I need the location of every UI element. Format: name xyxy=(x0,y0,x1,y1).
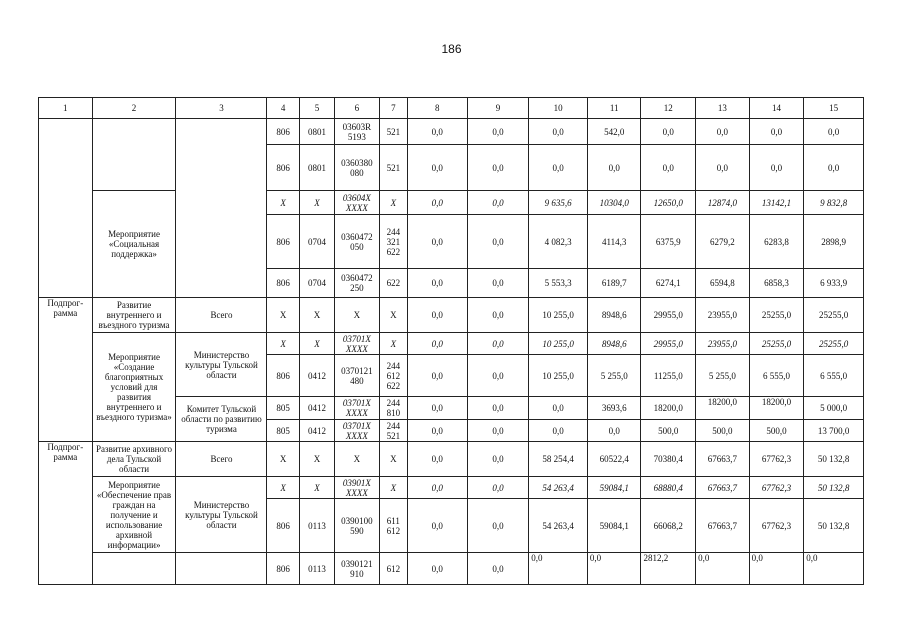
table-cell: 9 635,6 xyxy=(529,191,588,215)
table-row xyxy=(39,553,864,585)
table-cell: 0,0 xyxy=(467,442,529,477)
table-cell: X xyxy=(299,442,334,477)
table-cell: 0704 xyxy=(299,215,334,269)
table-cell: 0,0 xyxy=(407,442,467,477)
table-row xyxy=(39,442,864,477)
table-cell: 0,0 xyxy=(407,397,467,420)
empty-cell xyxy=(39,119,93,298)
table-cell: 29955,0 xyxy=(641,333,696,355)
header-cell: 6 xyxy=(335,98,379,119)
table-cell: 612 xyxy=(379,553,407,585)
table-cell: 0,0 xyxy=(749,145,804,191)
table-cell: 0,0 xyxy=(467,397,529,420)
table-cell: 0,0 xyxy=(696,145,750,191)
table-cell: 244 521 xyxy=(379,420,407,442)
table-cell: X xyxy=(379,191,407,215)
table-cell: 25255,0 xyxy=(749,298,804,333)
table-cell: 67663,7 xyxy=(696,442,750,477)
header-cell: 5 xyxy=(299,98,334,119)
ministry-label: Министерство культуры Тульской области xyxy=(176,477,267,553)
header-cell: 12 xyxy=(641,98,696,119)
table-cell: X xyxy=(379,298,407,333)
table-cell: 0,0 xyxy=(407,477,467,499)
table-cell: 806 xyxy=(267,355,299,397)
table-cell: 0360472 050 xyxy=(335,215,379,269)
table-cell: 2812,2 xyxy=(641,553,696,585)
table-cell: 0,0 xyxy=(467,145,529,191)
table-cell: 0,0 xyxy=(407,553,467,585)
table-cell: 50 132,8 xyxy=(804,477,864,499)
table-cell: 25255,0 xyxy=(749,333,804,355)
table-cell: 806 xyxy=(267,269,299,298)
table-cell: 12874,0 xyxy=(696,191,750,215)
table-cell: 542,0 xyxy=(587,119,641,145)
table-cell: 806 xyxy=(267,119,299,145)
header-cell: 1 xyxy=(39,98,93,119)
table-cell: 0,0 xyxy=(529,397,588,420)
table-cell: 25255,0 xyxy=(804,333,864,355)
table-cell: 11255,0 xyxy=(641,355,696,397)
table-cell: 0,0 xyxy=(407,420,467,442)
table-cell: 13142,1 xyxy=(749,191,804,215)
table-cell: 25255,0 xyxy=(804,298,864,333)
header-cell: 11 xyxy=(587,98,641,119)
table-cell: 6375,9 xyxy=(641,215,696,269)
table-cell: 10 255,0 xyxy=(529,298,588,333)
table-row xyxy=(39,119,864,145)
table-cell: 0,0 xyxy=(804,145,864,191)
table-row xyxy=(39,298,864,333)
table-cell: 18200,0 xyxy=(749,397,804,420)
table-cell: 29955,0 xyxy=(641,298,696,333)
table-cell: 0801 xyxy=(299,119,334,145)
table-cell: 5 553,3 xyxy=(529,269,588,298)
table-cell: 806 xyxy=(267,499,299,553)
table-cell: 03701X XXXX xyxy=(335,397,379,420)
table-cell: 0,0 xyxy=(407,298,467,333)
table-cell: 0,0 xyxy=(641,145,696,191)
table-cell: X xyxy=(267,477,299,499)
ministry-label: Министерство культуры Тульской области xyxy=(176,333,267,397)
subprogram-label: Подпрог-рамма xyxy=(39,442,93,585)
table-cell: 58 254,4 xyxy=(529,442,588,477)
table-cell: 6279,2 xyxy=(696,215,750,269)
table-cell: 5 000,0 xyxy=(804,397,864,420)
table-cell: X xyxy=(299,298,334,333)
table-cell: 03604X XXXX xyxy=(335,191,379,215)
table-cell: 0412 xyxy=(299,355,334,397)
table-cell: 0113 xyxy=(299,553,334,585)
table-cell: 500,0 xyxy=(749,420,804,442)
table-cell: 0,0 xyxy=(407,269,467,298)
table-cell: 244 810 xyxy=(379,397,407,420)
table-cell: 6283,8 xyxy=(749,215,804,269)
table-cell: 66068,2 xyxy=(641,499,696,553)
table-cell: 806 xyxy=(267,215,299,269)
table-cell: 0,0 xyxy=(641,119,696,145)
table-cell: 67762,3 xyxy=(749,442,804,477)
table-cell: 0,0 xyxy=(467,499,529,553)
table-cell: 0,0 xyxy=(407,499,467,553)
table-cell: 6858,3 xyxy=(749,269,804,298)
table-cell: 0,0 xyxy=(407,145,467,191)
table-cell: 4114,3 xyxy=(587,215,641,269)
table-cell: 521 xyxy=(379,145,407,191)
table-cell: 805 xyxy=(267,420,299,442)
table-cell: 18200,0 xyxy=(696,397,750,420)
header-cell: 9 xyxy=(467,98,529,119)
header-cell: 4 xyxy=(267,98,299,119)
table-cell: 8948,6 xyxy=(587,298,641,333)
table-cell: 50 132,8 xyxy=(804,442,864,477)
table-cell: 0412 xyxy=(299,420,334,442)
table-cell: 6274,1 xyxy=(641,269,696,298)
table-cell: X xyxy=(299,191,334,215)
table-cell: 0360380 080 xyxy=(335,145,379,191)
table-cell: 0,0 xyxy=(467,298,529,333)
table-cell: 244 612 622 xyxy=(379,355,407,397)
table-cell: 806 xyxy=(267,553,299,585)
table-cell: 12650,0 xyxy=(641,191,696,215)
table-cell: 13 700,0 xyxy=(804,420,864,442)
table-cell: 0,0 xyxy=(467,333,529,355)
table-cell: 0360472 250 xyxy=(335,269,379,298)
table-cell: X xyxy=(267,298,299,333)
table-cell: 6 555,0 xyxy=(804,355,864,397)
table-cell: X xyxy=(299,477,334,499)
table-cell: X xyxy=(299,333,334,355)
table-cell: 59084,1 xyxy=(587,477,641,499)
table-cell: 6594,8 xyxy=(696,269,750,298)
table-cell: 0,0 xyxy=(529,420,588,442)
table-cell: 0,0 xyxy=(749,553,804,585)
table-cell: 9 832,8 xyxy=(804,191,864,215)
table-cell: 244 321 622 xyxy=(379,215,407,269)
table-cell: X xyxy=(267,191,299,215)
table-cell: 5 255,0 xyxy=(587,355,641,397)
table-cell: 0,0 xyxy=(467,477,529,499)
social-support-label: Мероприятие «Социальная поддержка» xyxy=(92,191,176,298)
table-cell: X xyxy=(379,333,407,355)
budget-table xyxy=(38,97,864,585)
table-cell: 0,0 xyxy=(407,355,467,397)
table-cell: 0370121 480 xyxy=(335,355,379,397)
table-cell: 0,0 xyxy=(467,119,529,145)
table-cell: 2898,9 xyxy=(804,215,864,269)
table-cell: 0,0 xyxy=(467,191,529,215)
table-cell: 0,0 xyxy=(467,269,529,298)
header-cell: 13 xyxy=(696,98,750,119)
table-cell: 0,0 xyxy=(529,119,588,145)
table-cell: X xyxy=(335,442,379,477)
table-cell: X xyxy=(379,477,407,499)
table-cell: 0,0 xyxy=(407,333,467,355)
table-cell: 0,0 xyxy=(407,215,467,269)
table-cell: 0,0 xyxy=(467,355,529,397)
total-label: Всего xyxy=(176,442,267,477)
subprogram-name: Развитие архивного дела Тульской области xyxy=(92,442,176,477)
header-cell: 15 xyxy=(804,98,864,119)
table-cell: X xyxy=(335,298,379,333)
table-cell: 54 263,4 xyxy=(529,477,588,499)
table-cell: 0,0 xyxy=(696,553,750,585)
table-cell: 0,0 xyxy=(407,191,467,215)
subprogram-name: Развитие внутреннего и въездного туризма xyxy=(92,298,176,333)
table-cell: 0,0 xyxy=(587,420,641,442)
table-cell: 0,0 xyxy=(407,119,467,145)
table-cell: 70380,4 xyxy=(641,442,696,477)
table-cell: 03701X XXXX xyxy=(335,420,379,442)
table-cell: 0390100 590 xyxy=(335,499,379,553)
table-cell: 18200,0 xyxy=(641,397,696,420)
table-cell: X xyxy=(379,442,407,477)
table-cell: 0,0 xyxy=(587,553,641,585)
table-cell: X xyxy=(267,333,299,355)
table-cell: 03701X XXXX xyxy=(335,333,379,355)
table-cell: 23955,0 xyxy=(696,333,750,355)
table-cell: 0412 xyxy=(299,397,334,420)
table-row xyxy=(39,191,864,215)
table-cell: 0390121 910 xyxy=(335,553,379,585)
table-cell: 6 933,9 xyxy=(804,269,864,298)
table-cell: 50 132,8 xyxy=(804,499,864,553)
table-cell: 10 255,0 xyxy=(529,333,588,355)
header-cell: 2 xyxy=(92,98,176,119)
table-cell: 67663,7 xyxy=(696,477,750,499)
table-cell: 0,0 xyxy=(529,145,588,191)
header-cell: 7 xyxy=(379,98,407,119)
table-cell: 67762,3 xyxy=(749,477,804,499)
table-cell: 0,0 xyxy=(749,119,804,145)
table-cell: 59084,1 xyxy=(587,499,641,553)
table-cell: 0,0 xyxy=(529,553,588,585)
table-cell: 67663,7 xyxy=(696,499,750,553)
table-cell: 0,0 xyxy=(467,420,529,442)
header-cell: 3 xyxy=(176,98,267,119)
table-cell: 6 555,0 xyxy=(749,355,804,397)
total-label: Всего xyxy=(176,298,267,333)
table-cell: 500,0 xyxy=(641,420,696,442)
table-cell: 500,0 xyxy=(696,420,750,442)
table-cell: 23955,0 xyxy=(696,298,750,333)
empty-cell xyxy=(176,553,267,585)
table-cell: 03901X XXXX xyxy=(335,477,379,499)
committee-label: Комитет Тульской области по развитию туризма xyxy=(176,397,267,442)
header-cell: 8 xyxy=(407,98,467,119)
table-cell: 806 xyxy=(267,145,299,191)
table-cell: 521 xyxy=(379,119,407,145)
table-row xyxy=(39,333,864,355)
table-cell: 611 612 xyxy=(379,499,407,553)
table-cell: 0,0 xyxy=(804,553,864,585)
subprogram-label: Подпрог-рамма xyxy=(39,298,93,442)
table-cell: 03603R 5193 xyxy=(335,119,379,145)
empty-cell xyxy=(92,119,176,191)
table-cell: 0801 xyxy=(299,145,334,191)
table-cell: X xyxy=(267,442,299,477)
table-cell: 8948,6 xyxy=(587,333,641,355)
table-cell: 0,0 xyxy=(467,553,529,585)
header-row xyxy=(39,98,864,119)
table-cell: 0,0 xyxy=(467,215,529,269)
table-cell: 10304,0 xyxy=(587,191,641,215)
table-cell: 622 xyxy=(379,269,407,298)
table-cell: 60522,4 xyxy=(587,442,641,477)
table-cell: 5 255,0 xyxy=(696,355,750,397)
table-cell: 0704 xyxy=(299,269,334,298)
table-cell: 6189,7 xyxy=(587,269,641,298)
table-cell: 0,0 xyxy=(587,145,641,191)
header-cell: 10 xyxy=(529,98,588,119)
table-cell: 10 255,0 xyxy=(529,355,588,397)
empty-cell xyxy=(92,553,176,585)
tourism-event-label: Мероприятие «Создание благоприятных условий для развития внутреннего и въездного туризма» xyxy=(92,333,176,442)
table-cell: 68880,4 xyxy=(641,477,696,499)
table-cell: 805 xyxy=(267,397,299,420)
table-cell: 0,0 xyxy=(696,119,750,145)
table-cell: 0113 xyxy=(299,499,334,553)
table-cell: 67762,3 xyxy=(749,499,804,553)
table-cell: 3693,6 xyxy=(587,397,641,420)
header-cell: 14 xyxy=(749,98,804,119)
table-cell: 4 082,3 xyxy=(529,215,588,269)
table-row xyxy=(39,477,864,499)
archive-event-label: Мероприятие «Обеспечение прав граждан на получение и использование архивной информации» xyxy=(92,477,176,553)
page-number: 186 xyxy=(441,42,462,56)
table-cell: 54 263,4 xyxy=(529,499,588,553)
empty-cell xyxy=(176,119,267,298)
table-cell: 0,0 xyxy=(804,119,864,145)
